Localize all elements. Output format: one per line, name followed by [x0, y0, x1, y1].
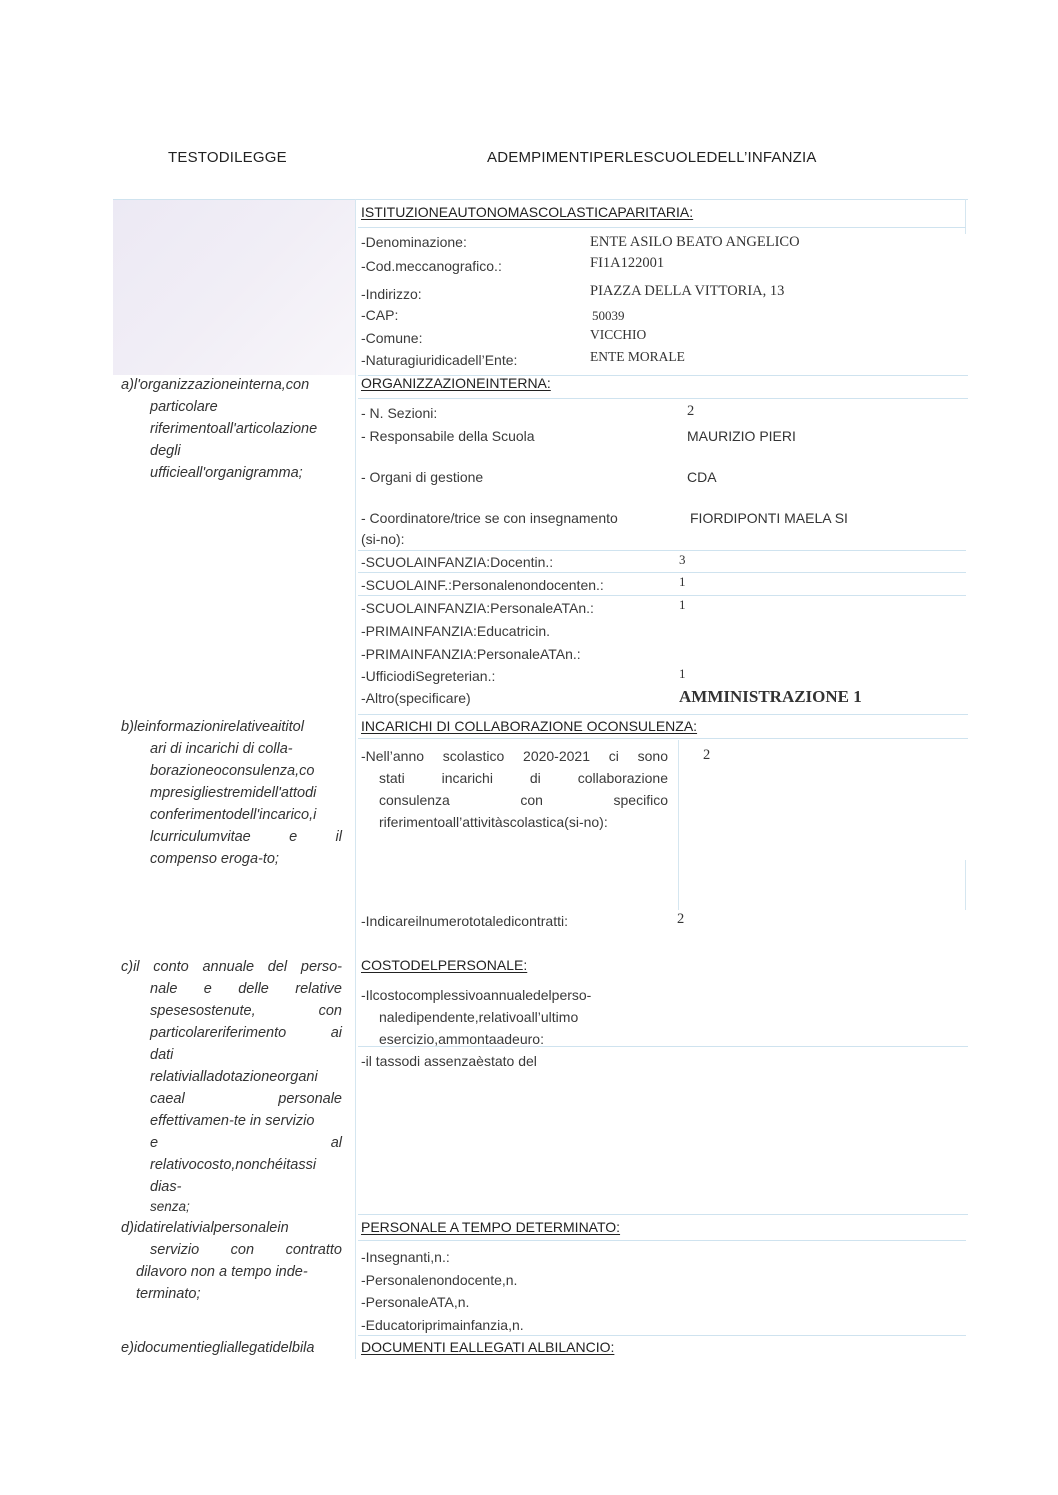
- rule: [358, 595, 966, 596]
- field-label: -Personalenondocente,n.: [361, 1272, 518, 1288]
- law-text-d: d)idatirelativialpersonalein: [121, 1220, 289, 1236]
- field-label: -PersonaleATA,n.: [361, 1294, 470, 1310]
- field-label: -Indirizzo:: [361, 286, 422, 302]
- value-column-divider: [678, 740, 679, 910]
- incarichi-text: riferimentoall’attivitàscolastica(si-no):: [379, 814, 608, 830]
- right-border: [965, 199, 966, 234]
- absence-text: -il tassodi assenzaèstato del: [361, 1053, 537, 1069]
- law-text-b: compenso eroga-to;: [150, 851, 279, 867]
- law-text-a: riferimentoall'articolazione: [150, 421, 318, 437]
- law-text-c: senza;: [150, 1199, 190, 1214]
- law-text-c: relativialladotazioneorgani: [150, 1069, 318, 1085]
- law-text-e: e)idocumentiegliallegatidelbila: [121, 1340, 315, 1356]
- column-divider: [355, 199, 356, 1359]
- rule: [358, 1240, 966, 1241]
- field-value: FIORDIPONTI MAELA SI: [690, 510, 848, 526]
- law-text-c: c)il conto annuale del perso-: [121, 959, 342, 975]
- field-label: -SCUOLAINFANZIA:PersonaleATAn.:: [361, 600, 594, 616]
- incarichi-value: 2: [703, 747, 711, 763]
- law-text-c: nale e delle relative: [150, 981, 342, 997]
- field-value: AMMINISTRAZIONE 1: [679, 687, 862, 706]
- cost-text: esercizio,ammontaadeuro:: [379, 1031, 544, 1047]
- rule: [358, 227, 966, 228]
- field-label: -SCUOLAINFANZIA:Docentin.:: [361, 554, 554, 570]
- law-text-c: dati: [150, 1047, 174, 1063]
- field-label: -Educatoriprimainfanzia,n.: [361, 1317, 524, 1333]
- law-text-c: dias-: [150, 1179, 182, 1195]
- field-value: VICCHIO: [590, 327, 647, 342]
- field-label: - Coordinatore/trice se con insegnamento: [361, 510, 618, 526]
- law-text-c: e al: [150, 1135, 342, 1151]
- law-text-d: dilavoro non a tempo inde-: [136, 1264, 308, 1280]
- law-text-a: ufficieall'organigramma;: [150, 465, 303, 481]
- law-text-c: spesesostenute, con: [150, 1003, 342, 1019]
- law-text-b: conferimentodell'incarico,i: [150, 807, 317, 823]
- field-label: -Comune:: [361, 330, 423, 346]
- right-border: [965, 860, 966, 910]
- law-text-b: ari di incarichi di colla-: [150, 741, 293, 757]
- rule: [113, 199, 968, 200]
- incarichi-text: -Nell’anno scolastico 2020-2021 ci sono: [361, 748, 668, 764]
- law-text-a: a)l'organizzazioneinterna,con: [121, 377, 310, 393]
- field-label: (si-no):: [361, 531, 405, 547]
- field-value: ENTE MORALE: [590, 349, 685, 364]
- field-label: - Responsabile della Scuola: [361, 428, 535, 444]
- rule: [358, 550, 966, 551]
- field-value: 1: [679, 574, 686, 589]
- section-heading-organizzazione: ORGANIZZAZIONEINTERNA:: [361, 375, 551, 391]
- field-value: 1: [679, 597, 686, 612]
- field-label: -UfficiodiSegreterian.:: [361, 668, 496, 684]
- section-heading-costo: COSTODELPERSONALE:: [361, 957, 528, 973]
- cost-text: -Ilcostocomplessivoannualedelperso-: [361, 987, 592, 1003]
- field-value: 50039: [592, 308, 625, 323]
- field-value: PIAZZA DELLA VITTORIA, 13: [590, 283, 785, 299]
- law-text-c: caeal personale: [150, 1091, 342, 1107]
- law-text-b: lcurriculumvitae e il: [150, 829, 342, 845]
- field-label: -CAP:: [361, 307, 399, 323]
- field-value: MAURIZIO PIERI: [687, 428, 796, 444]
- law-text-d: servizio con contratto: [150, 1242, 342, 1258]
- section-heading-documenti: DOCUMENTI EALLEGATI ALBILANCIO:: [361, 1339, 615, 1355]
- field-value: ENTE ASILO BEATO ANGELICO: [590, 234, 800, 250]
- field-label: -Altro(specificare): [361, 690, 471, 706]
- header-right-title: ADEMPIMENTIPERLESCUOLEDELL’INFANZIA: [487, 149, 817, 166]
- field-value: 3: [679, 552, 686, 567]
- law-text-c: effettivamen-te in servizio: [150, 1113, 315, 1129]
- header-shading: [113, 200, 355, 375]
- rule: [358, 738, 968, 739]
- field-value: 2: [687, 403, 695, 419]
- rule: [358, 1335, 966, 1336]
- law-text-b: borazioneoconsulenza,co: [150, 763, 315, 779]
- field-label: -Insegnanti,n.:: [361, 1249, 450, 1265]
- header-left-title: TESTODILEGGE: [168, 149, 287, 166]
- law-text-b: b)leinformazionirelativeaititol: [121, 719, 304, 735]
- field-label: -Denominazione:: [361, 234, 467, 250]
- field-label: -SCUOLAINF.:Personalenondocenten.:: [361, 577, 604, 593]
- rule: [358, 1214, 968, 1215]
- law-text-c: particolareriferimento ai: [150, 1025, 342, 1041]
- field-label: - Organi di gestione: [361, 469, 484, 485]
- law-text-b: mpresigliestremidell'attodi: [150, 785, 317, 801]
- cost-text: naledipendente,relativoall’ultimo: [379, 1009, 579, 1025]
- field-value: 1: [679, 666, 686, 681]
- field-label: -PRIMAINFANZIA:PersonaleATAn.:: [361, 646, 581, 662]
- section-heading-personale: PERSONALE A TEMPO DETERMINATO:: [361, 1219, 621, 1235]
- contracts-value: 2: [677, 911, 685, 927]
- rule: [358, 714, 968, 715]
- field-label: -Naturagiuridicadell’Ente:: [361, 352, 518, 368]
- law-text-a: degli: [150, 443, 181, 459]
- section-heading-incarichi: INCARICHI DI COLLABORAZIONE OCONSULENZA:: [361, 718, 698, 734]
- field-value: CDA: [687, 469, 717, 485]
- law-text-d: terminato;: [136, 1286, 201, 1302]
- law-text-c: relativocosto,nonchéitassi: [150, 1157, 317, 1173]
- field-label: -Cod.meccanografico.:: [361, 258, 502, 274]
- field-label: -PRIMAINFANZIA:Educatricin.: [361, 623, 551, 639]
- rule: [358, 398, 968, 399]
- section-heading-istituzione: ISTITUZIONEAUTONOMASCOLASTICAPARITARIA:: [361, 204, 694, 220]
- incarichi-text: consulenza con specifico: [379, 792, 668, 808]
- incarichi-text: stati incarichi di collaborazione: [379, 770, 668, 786]
- law-text-a: particolare: [150, 399, 218, 415]
- field-label: - N. Sezioni:: [361, 405, 438, 421]
- field-value: FI1A122001: [590, 255, 665, 271]
- rule: [358, 572, 966, 573]
- contracts-label: -Indicareilnumerototaledicontratti:: [361, 913, 568, 929]
